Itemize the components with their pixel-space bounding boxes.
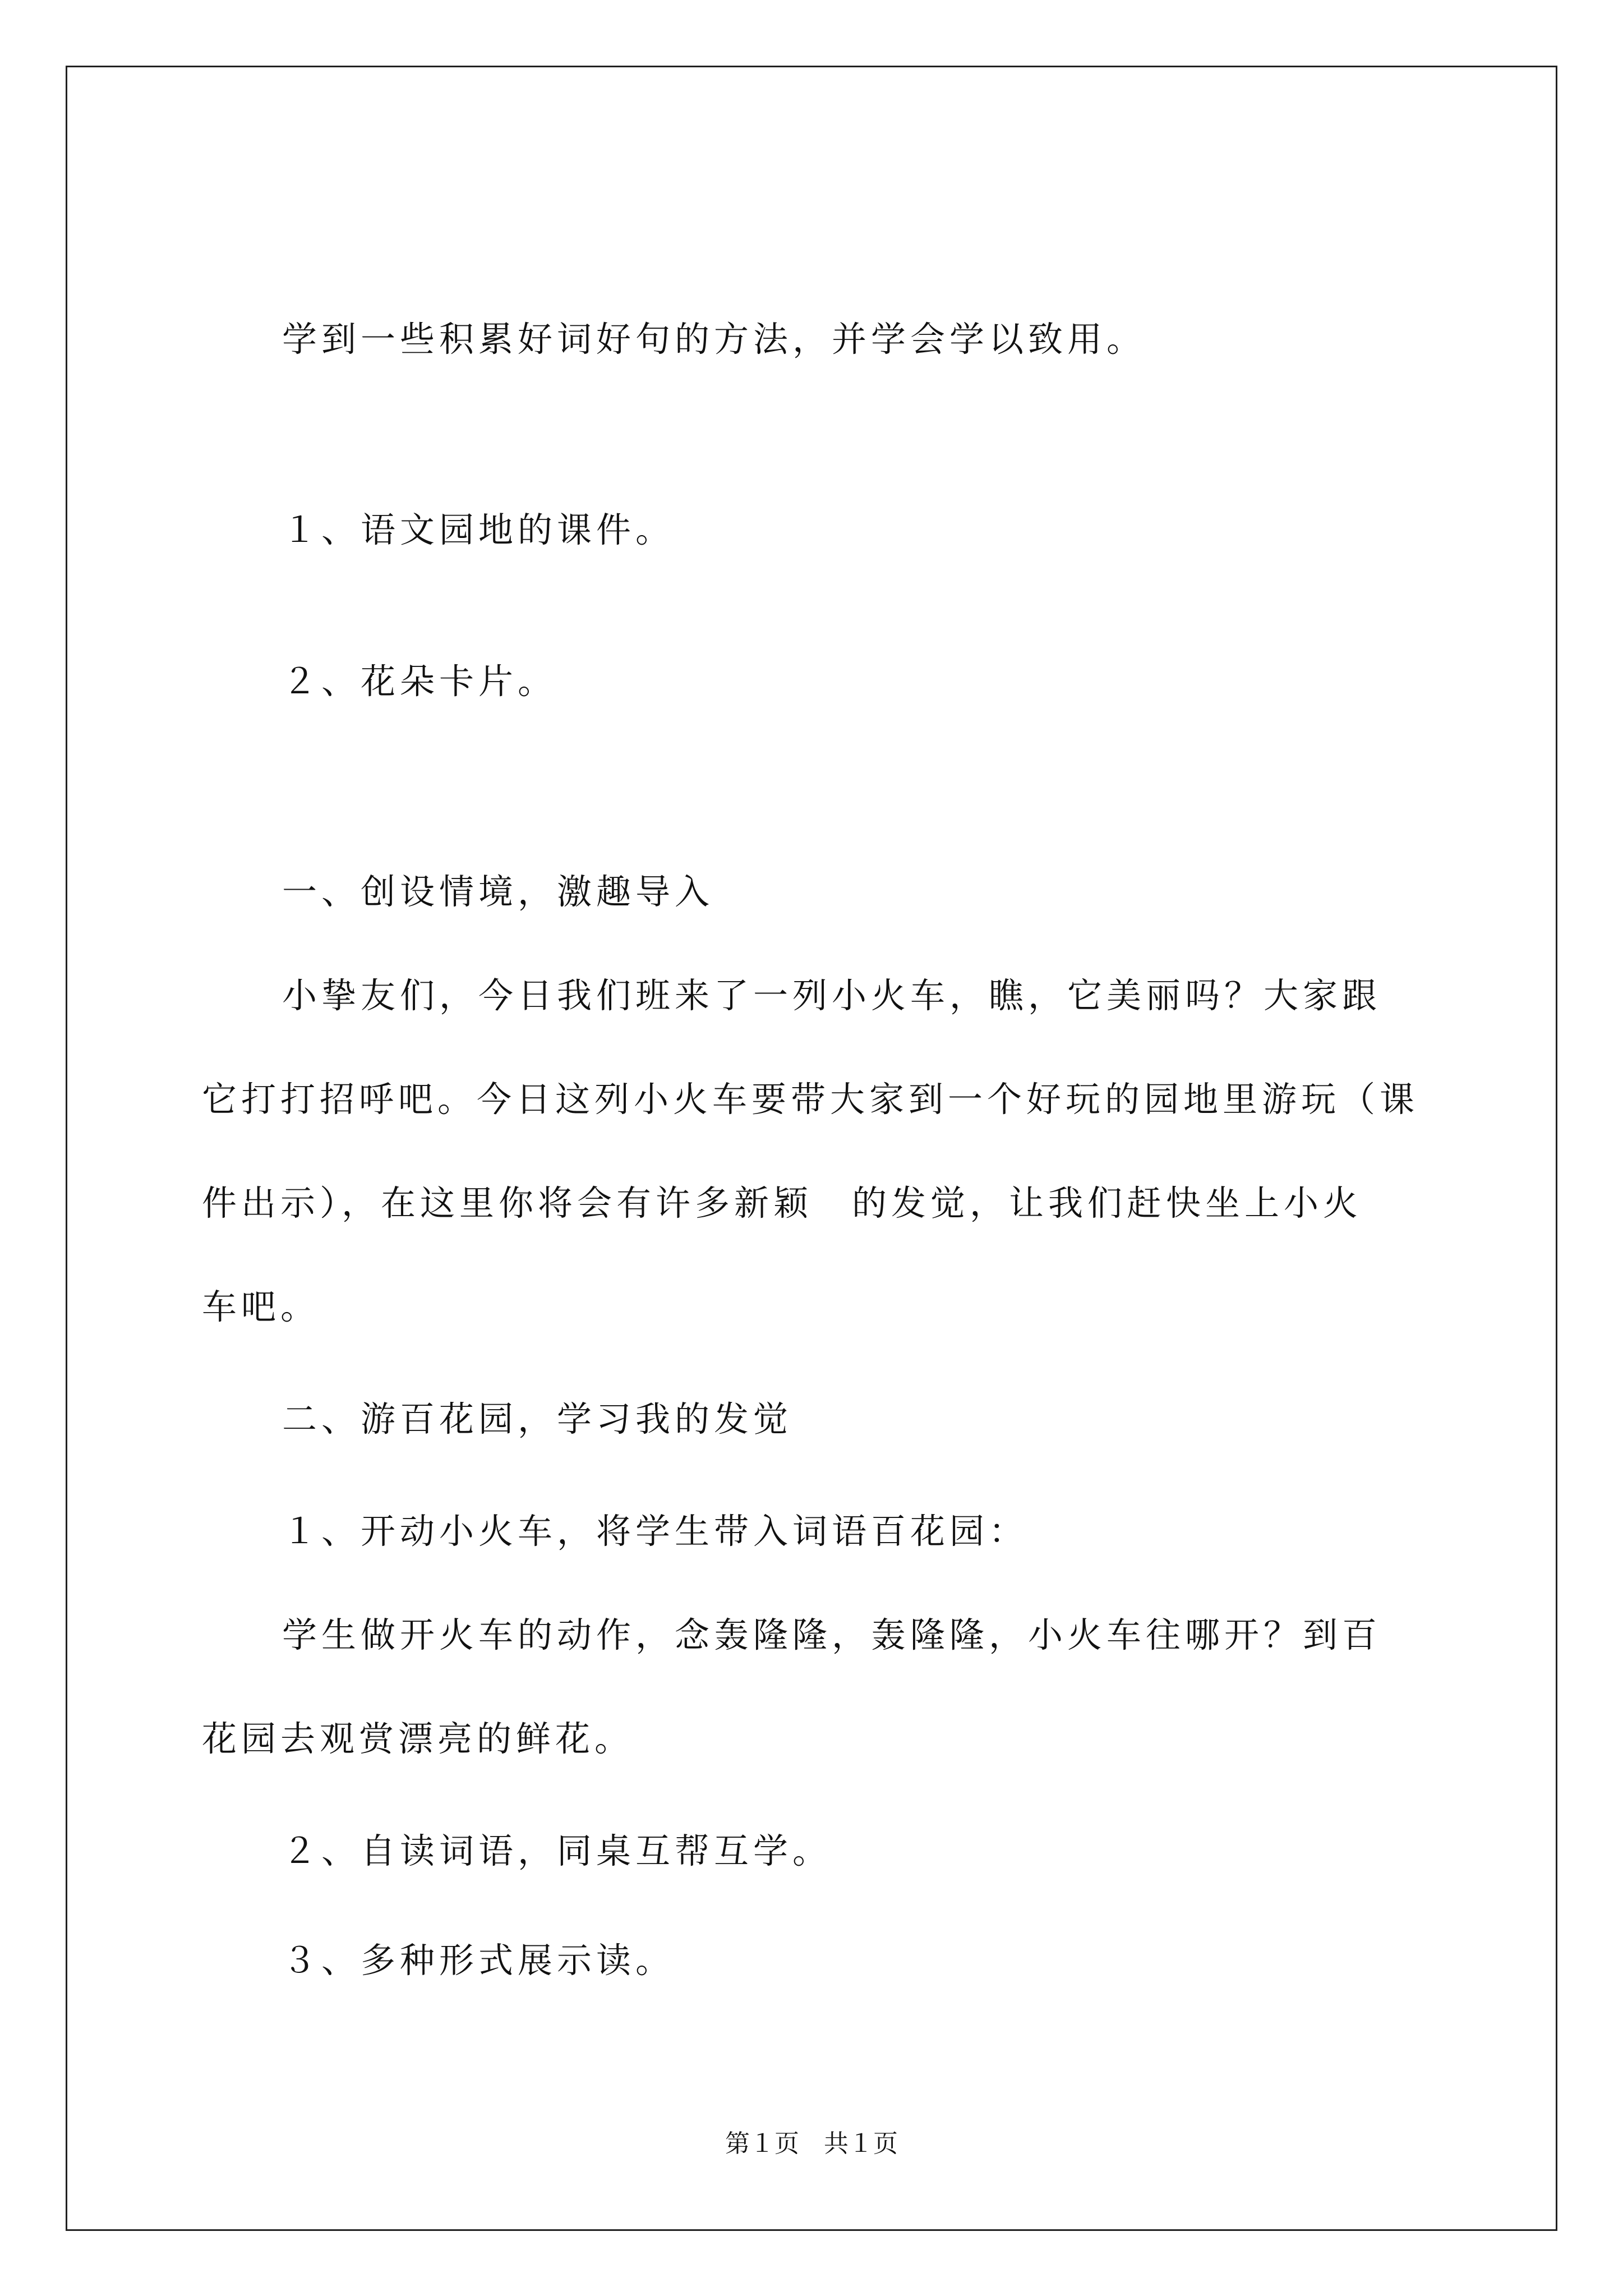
text-line-13: ２、自读词语，同桌互帮互学。 (282, 1830, 832, 1871)
text-line-5: 小挚友们，今日我们班来了一列小火车，瞧，它美丽吗？大家跟 (282, 975, 1382, 1016)
text-line-1: 学到一些积累好词好句的方法，并学会学以致用。 (282, 319, 1146, 360)
text-line-10: １、开动小火车，将学生带入词语百花园： (282, 1511, 1029, 1552)
text-line-3: ２、花朵卡片。 (282, 661, 557, 702)
text-line-4: 一、创设情境，激趣导入 (282, 871, 714, 912)
page-border (66, 66, 1557, 2231)
text-line-12: 花园去观赏漂亮的鲜花。 (202, 1718, 634, 1759)
page-footer: 第１页 共１页 (725, 2129, 898, 2158)
text-line-7: 件出示），在这里你将会有许多新颖 的发觉，让我们赶快坐上小火 (202, 1182, 1363, 1223)
text-line-14: ３、多种形式展示读。 (282, 1940, 675, 1981)
text-line-6: 它打打招呼吧。今日这列小火车要带大家到一个好玩的园地里游玩（课 (202, 1079, 1419, 1120)
text-line-9: 二、游百花园，学习我的发觉 (282, 1398, 793, 1439)
text-line-8: 车吧。 (202, 1286, 320, 1327)
text-line-2: １、语文园地的课件。 (282, 509, 675, 550)
text-line-11: 学生做开火车的动作，念轰隆隆，轰隆隆，小火车往哪开？到百 (282, 1614, 1382, 1655)
